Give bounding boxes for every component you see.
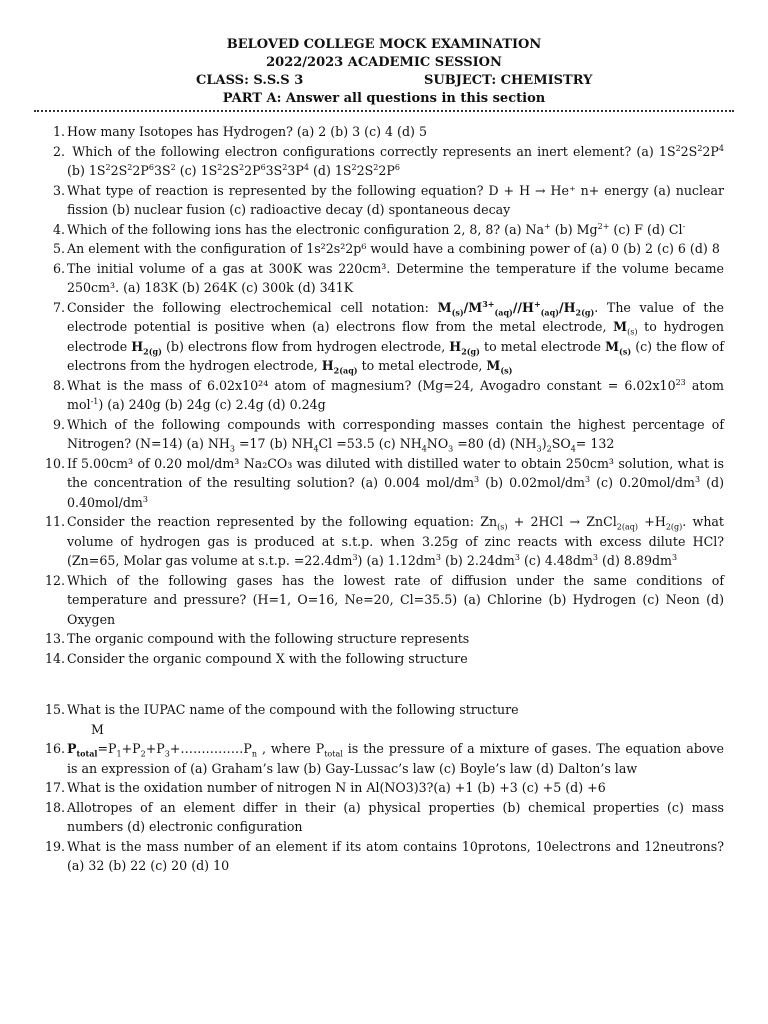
session-title: 2022/2023 ACADEMIC SESSION xyxy=(266,55,502,70)
question-number: 9. xyxy=(52,416,65,432)
dotted-divider xyxy=(34,110,734,116)
question-number: 15. xyxy=(44,702,65,717)
question-number: 8. xyxy=(52,377,65,393)
question-9 xyxy=(40,415,724,454)
question-12 xyxy=(40,571,724,630)
question-text: What is the mass of 6.02x10²⁴ atom of magnesium? (Mg=24, Avogadro constant = $6.02x10^{23}$ atom mol$^{-1}$) (a) 240g (b) 24g (c) 2.4g (d) 0.24g xyxy=(67,377,724,412)
question-13 xyxy=(40,629,724,649)
class-label: CLASS: S.S.S 3 xyxy=(196,73,304,88)
question-number: 12. xyxy=(44,572,65,588)
question-6 xyxy=(40,259,724,298)
question-text: What is the oxidation number of nitrogen N in Al(NO3)3?(a) +1 (b) +3 (c) +5 (d) +6 xyxy=(67,780,606,795)
question-10 xyxy=(40,454,724,513)
question-number: 1. xyxy=(52,124,65,139)
question-number: 18. xyxy=(44,799,65,815)
question-number: 13. xyxy=(44,631,65,646)
question-7 xyxy=(40,298,724,376)
question-text: Consider the organic compound X with the following structure xyxy=(67,650,468,666)
question-2 xyxy=(40,142,724,181)
question-text: The organic compound with the following structure represents xyxy=(67,631,470,646)
question-17 xyxy=(40,778,724,798)
question-text: The initial volume of a gas at 300K was 220cm³. Determine the temperature if the volume became 250cm³. (a) 183K (b) 264K (c) 300k (d) 341K xyxy=(67,260,724,295)
question-text: An element with the configuration of 1s²2s²2p⁶ would have a combining power of (a) 0 (b) 2 (c) 6 (d) 8 xyxy=(67,241,720,256)
exam-header xyxy=(0,36,768,108)
structure-label: M xyxy=(91,721,104,737)
question-number: 19. xyxy=(44,838,65,854)
question-11 xyxy=(40,512,724,571)
part-instruction: PART A: Answer all questions in this section xyxy=(222,91,546,106)
question-text: What is the mass number of an element if its atom contains 10protons, 10electrons and 12neutrons? (a) 32 (b) 22 (c) 20 (d) 10 xyxy=(67,838,724,873)
question-4 xyxy=(40,220,724,240)
question-number: 6. xyxy=(52,260,65,276)
question-text: How many Isotopes has Hydrogen? (a) 2 (b) 3 (c) 4 (d) 5 xyxy=(67,124,427,139)
question-text: Which of the following electron configurations correctly represents an inert element? (a) $1S^22S^22P^4$ (b) $1S^22S^22P^63S^2$ (c) $1S^22S^22P^63S^23P^4$ (d) $1S^22S^22P^6$ xyxy=(67,143,724,178)
question-19 xyxy=(40,837,724,876)
question-number: 17. xyxy=(44,780,65,795)
class-subject-row xyxy=(0,72,768,90)
question-18 xyxy=(40,798,724,837)
structure-space xyxy=(40,668,724,700)
question-15 xyxy=(40,700,724,739)
question-3 xyxy=(40,181,724,220)
question-8 xyxy=(40,376,724,415)
question-text: If 5.00cm³ of 0.20 mol/dm³ Na₂CO₃ was diluted with distilled water to obtain 250cm³ solution, what is the concentration of the resulting solution? (a) 0.004 mol/$dm^3$ (b) $0.02mol/dm^3$ (c) $0.20mol/dm^3$ (d) $0.40mol/dm^3$ xyxy=(67,455,724,510)
question-text: What type of reaction is represented by the following equation? D + H → He⁺ n+ energy (a) nuclear fission (b) nuclear fusion (c) radioactive decay (d) spontaneous decay xyxy=(67,182,724,217)
question-list xyxy=(40,122,724,876)
question-text: Consider the following electrochemical cell notation: $M_{(s)}/M^{3+}_{(aq)}//H^+_{(aq)}/H_{2(g)}$. The value of the electrode potential is positive when (a) electrons flow from the metal electrode, $M_{(s)}$ to hydrogen electrode $H_{2(g)}$ (b) electrons flow from hydrogen electrode, $H_{2(g)}$ to metal electrode $M_{(s)}$ (c) the flow of electrons from the hydrogen electrode, $H_{2(aq)}$ to metal electrode, $M_{(s)}$ xyxy=(67,298,725,376)
question-text: Consider the reaction represented by the following equation: $Zn_{(s)} + 2HCl$ → ZnCl$_{2(aq)}$ $+H_{2(g)}$. what volume of hydrogen gas is produced at s.t.p. when 3.25g of zinc reacts with excess dilute HCl? (Zn=65, Molar gas volume at s.t.p. $=22.4dm^3$) (a) $1.12dm^3$ (b) $2.24dm^3$ (c) $4.48dm^3$ (d) $8.89dm^3$ xyxy=(67,514,724,568)
question-1 xyxy=(40,122,724,142)
subject-label: SUBJECT: CHEMISTRY xyxy=(424,73,593,88)
question-text: $P_{total}=P_1+P_2+P_3+\dots\dots\dots\dots\dots P_n$ , where $P_{total}$ is the pressure of a mixture of gases. The equation above is an expression of (a) Graham’s law (b) Gay-Lussac’s law (c) Boyle’s law (d) Dalton’s law xyxy=(67,741,724,776)
question-number: 2. xyxy=(52,143,65,159)
question-number: 3. xyxy=(52,182,65,198)
institution-title: BELOVED COLLEGE MOCK EXAMINATION xyxy=(226,37,542,52)
question-text: Allotropes of an element differ in their (a) physical properties (b) chemical properties (c) mass numbers (d) electronic configuration xyxy=(67,799,724,834)
question-text: Which of the following gases has the lowest rate of diffusion under the same conditions of temperature and pressure? (H=1, O=16, Ne=20, Cl=35.5) (a) Chlorine (b) Hydrogen (c) Neon (d) Oxygen xyxy=(67,572,724,627)
question-14 xyxy=(40,649,724,669)
question-number: 7. xyxy=(52,299,65,315)
question-16 xyxy=(40,739,724,778)
question-5 xyxy=(40,239,724,259)
question-number: 4. xyxy=(52,221,65,237)
question-number: 14. xyxy=(44,650,65,666)
question-text: Which of the following ions has the electronic configuration 2, 8, 8? (a) Na+ (b) $Mg^{2+}$ (c) F (d) Cl- xyxy=(67,221,686,237)
question-number: 5. xyxy=(52,241,65,256)
question-number: 10. xyxy=(44,455,65,471)
question-text: Which of the following compounds with corresponding masses contain the highest percentage of Nitrogen? (N=14) (a) $NH_3 =17$ (b) $NH_4Cl =53.5$ (c) $NH_4NO_3 =80$ (d) $(NH_3)_2SO_4= 132$ xyxy=(67,416,724,454)
question-number: 16. xyxy=(44,741,65,756)
question-text: What is the IUPAC name of the compound with the following structure xyxy=(67,702,519,717)
question-number: 11. xyxy=(44,514,65,529)
